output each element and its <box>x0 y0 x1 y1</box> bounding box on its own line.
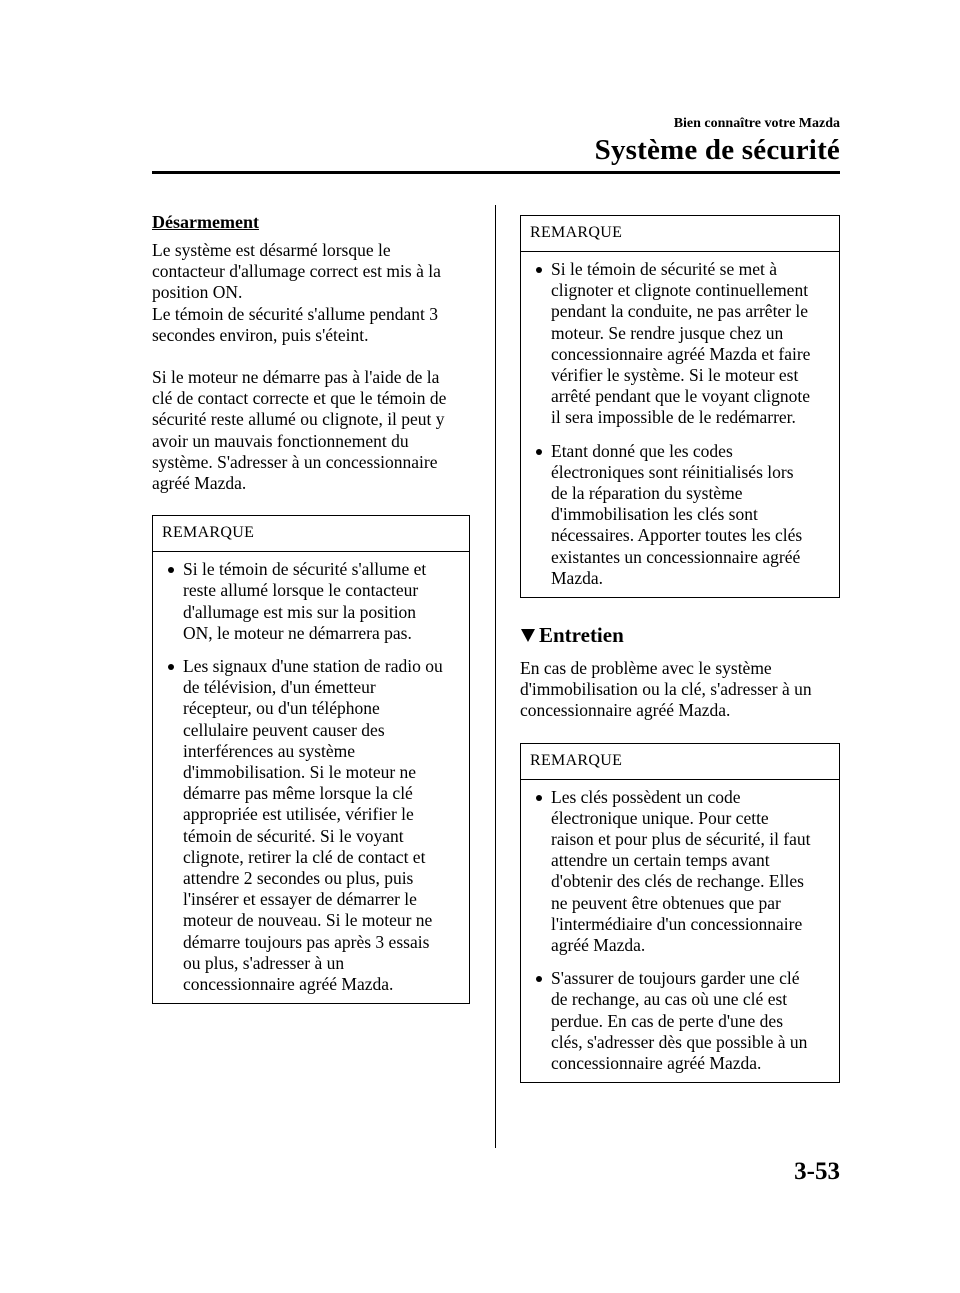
text-line: d'immobilisation ou la clé, s'adresser à un <box>520 679 812 700</box>
text-line: Les clés possèdent un code <box>551 786 741 807</box>
bullet-item <box>162 559 460 644</box>
bullet-icon <box>536 976 542 982</box>
subsection-heading-label: Entretien <box>539 623 624 648</box>
triangle-down-icon <box>521 629 535 642</box>
section-heading-desarmement: Désarmement <box>152 212 259 232</box>
text-line: concessionnaire agréé Mazda. <box>520 700 731 721</box>
bullet-item <box>162 656 460 995</box>
text-line: avoir un mauvais fonctionnement du <box>152 430 409 451</box>
text-line: concessionnaire agréé Mazda et faire <box>551 343 811 364</box>
bullet-icon <box>168 567 174 573</box>
text-line: attendre 2 secondes ou plus, puis <box>183 868 414 889</box>
text-line: d'immobilisation. Si le moteur ne <box>183 762 417 783</box>
text-line: Etant donné que les codes <box>551 440 733 461</box>
text-line: concessionnaire agréé Mazda. <box>551 1053 762 1074</box>
text-line: interférences au système <box>183 740 356 761</box>
text-line: sécurité reste allumé ou clignote, il peut y <box>152 409 445 430</box>
header-title: Système de sécurité <box>594 134 840 166</box>
text-line: arrêté pendant que le voyant clignote <box>551 386 810 407</box>
text-line: d'allumage est mis sur la position <box>183 601 417 622</box>
text-line: ou plus, s'adresser à un <box>183 952 345 973</box>
text-line: cellulaire peuvent causer des <box>183 719 385 740</box>
text-line: Le témoin de sécurité s'allume pendant 3 <box>152 303 438 324</box>
text-line: clés, s'adresser dès que possible à un <box>551 1031 808 1052</box>
text-line: l'intermédiaire d'un concessionnaire <box>551 913 803 934</box>
note-title: REMARQUE <box>521 744 839 780</box>
text-line: S'assurer de toujours garder une clé <box>551 968 800 989</box>
text-line: contacteur d'allumage correct est mis à la <box>152 261 441 282</box>
note-body <box>521 780 839 1083</box>
header-rule <box>152 171 840 174</box>
text-line: En cas de problème avec le système <box>520 658 772 679</box>
note-box <box>152 515 470 1004</box>
paragraph <box>152 240 470 346</box>
text-line: démarre toujours pas après 3 essais <box>183 931 430 952</box>
text-line: vérifier le système. Si le moteur est <box>551 365 799 386</box>
text-line: agréé Mazda. <box>152 473 247 494</box>
bullet-icon <box>536 795 542 801</box>
text-line: clé de contact correcte et que le témoin de <box>152 388 447 409</box>
paragraph <box>520 658 840 722</box>
paragraph <box>152 367 470 494</box>
text-line: nécessaires. Apporter toutes les clés <box>551 525 803 546</box>
text-line: perdue. En cas de perte d'une des <box>551 1010 784 1031</box>
text-line: Si le témoin de sécurité s'allume et <box>183 559 427 580</box>
text-line: système. S'adresser à un concessionnaire <box>152 451 438 472</box>
column-divider <box>495 205 496 1148</box>
text-line: moteur. Se rendre jusque chez un <box>551 322 784 343</box>
text-line: clignote, retirer la clé de contact et <box>183 846 426 867</box>
text-line: concessionnaire agréé Mazda. <box>183 974 394 995</box>
bullet-icon <box>536 449 542 455</box>
text-line: il sera impossible de le redémarrer. <box>551 407 796 428</box>
right-column <box>520 215 840 1083</box>
text-line: Le système est désarmé lorsque le <box>152 240 391 260</box>
text-line: Si le moteur ne démarre pas à l'aide de la <box>152 367 440 388</box>
text-line: d'obtenir des clés de rechange. Elles <box>551 871 804 892</box>
text-line: récepteur, ou d'un téléphone <box>183 698 380 719</box>
text-line: position ON. <box>152 282 243 303</box>
text-line: secondes environ, puis s'éteint. <box>152 324 369 345</box>
note-title: REMARQUE <box>521 216 839 252</box>
text-line: l'insérer et essayer de démarrer le <box>183 889 417 910</box>
text-line: moteur de nouveau. Si le moteur ne <box>183 910 433 931</box>
text-line: de la réparation du système <box>551 483 743 504</box>
text-line: Si le témoin de sécurité se met à <box>551 259 777 279</box>
text-line: ne peuvent être obtenues que par <box>551 892 781 913</box>
text-line: Mazda. <box>551 567 603 588</box>
text-line: de rechange, au cas où une clé est <box>551 989 788 1010</box>
note-body <box>521 252 839 597</box>
text-line: électroniques sont réinitialisés lors <box>551 461 794 482</box>
bullet-icon <box>168 664 174 670</box>
page-number: 3-53 <box>794 1158 840 1185</box>
text-line: pendant la conduite, ne pas arrêter le <box>551 301 809 322</box>
header-subtitle: Bien connaître votre Mazda <box>673 116 840 131</box>
text-line: agréé Mazda. <box>551 935 646 956</box>
text-line: démarre pas même lorsque la clé <box>183 783 413 804</box>
note-title: REMARQUE <box>153 516 469 552</box>
subsection-heading-entretien <box>520 622 840 648</box>
text-line: appropriée est utilisée, vérifier le <box>183 804 414 825</box>
bullet-item <box>530 968 830 1074</box>
note-box <box>520 215 840 598</box>
text-line: témoin de sécurité. Si le voyant <box>183 825 404 846</box>
note-body <box>153 552 469 1003</box>
text-line: électronique unique. Pour cette <box>551 807 769 828</box>
note-box <box>520 743 840 1084</box>
text-line: de télévision, d'un émetteur <box>183 677 376 698</box>
text-line: existantes un concessionnaire agréé <box>551 546 801 567</box>
bullet-item <box>530 787 830 957</box>
text-line: ON, le moteur ne démarrera pas. <box>183 622 412 643</box>
bullet-icon <box>536 267 542 273</box>
text-line: reste allumé lorsque le contacteur <box>183 580 419 601</box>
text-line: raison et pour plus de sécurité, il faut <box>551 829 811 850</box>
text-line: Les signaux d'une station de radio ou <box>183 656 443 677</box>
bullet-item <box>530 441 830 589</box>
text-line: attendre un certain temps avant <box>551 850 770 871</box>
bullet-item <box>530 259 830 429</box>
text-line: d'immobilisation les clés sont <box>551 504 758 525</box>
left-column <box>152 210 470 1004</box>
text-line: clignoter et clignote continuellement <box>551 280 809 301</box>
